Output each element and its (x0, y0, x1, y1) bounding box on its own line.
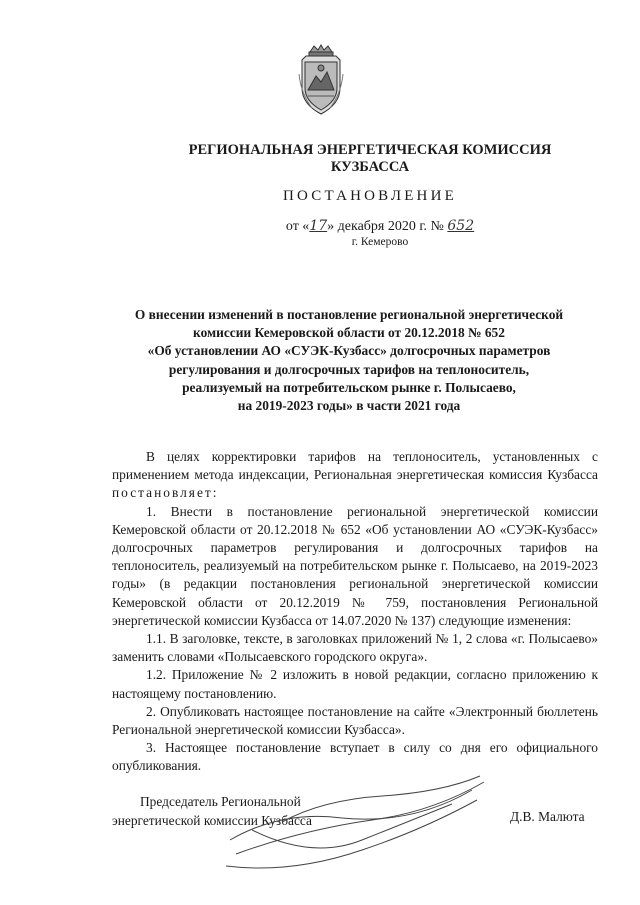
handwritten-signature (222, 770, 492, 880)
date-day: 17 (309, 218, 328, 234)
title-line: реализуемый на потребительском рынке г. Полысаево, (182, 379, 516, 395)
signatory-name: Д.В. Малюта (510, 809, 585, 824)
document-body (112, 448, 598, 776)
paragraph-1-2: 1.2. Приложение № 2 изложить в новой редакции, согласно приложению к настоящему постановлению. (112, 667, 598, 701)
organization-name: РЕГИОНАЛЬНАЯ ЭНЕРГЕТИЧЕСКАЯ КОМИССИЯ (188, 142, 552, 158)
title-line: О внесении изменений в постановление региональной энергетической (134, 307, 564, 322)
position-line: Председатель Региональной (140, 794, 301, 809)
title-line: регулирования и долгосрочных тарифов на теплоноситель, (168, 361, 530, 377)
intro-paragraph (112, 448, 598, 503)
title-line: на 2019-2023 годы» в части 2021 года (237, 398, 461, 414)
date-prefix: от « (285, 219, 310, 234)
title-line: «Об установлении АО «СУЭК-Кузбасс» долгосрочных параметров (147, 343, 551, 359)
coat-of-arms-icon (298, 44, 344, 118)
document-type: ПОСТАНОВЛЕНИЕ (283, 188, 457, 204)
position-line: энергетической комиссии Кузбасса (112, 813, 312, 828)
intro-text: В целях корректировки тарифов на теплоноситель, установленных с применением метода индексации, Региональная энергетическая комиссия Кузбасса (112, 449, 598, 483)
title-line: комиссии Кемеровской области от 20.12.2018 № 652 (193, 325, 505, 341)
document-number: 652 (447, 218, 475, 234)
organization-region: КУЗБАССА (330, 159, 410, 175)
date-month-year: » декабря 2020 г. № (327, 219, 448, 234)
date-line (240, 218, 520, 235)
paragraph-2: 2. Опубликовать настоящее постановление на сайте «Электронный бюллетень Региональной энергетической комиссии Кузбасса». (112, 703, 598, 738)
paragraph-1: 1. Внести в постановление региональной энергетической комиссии Кемеровской области от 20.12.2018 № 652 «Об установлении АО «СУЭК-Кузбасс» долгосрочных параметров регулирования и долгосрочных тарифов на теплоноситель, реализуемый на потребительском рынке г. Полысаево, на 2019-2023 годы» (в редакции постановления региональной энергетической комиссии Кемеровской области от 20.12.2019 № 759, постановления Региональной энергетической комиссии Кузбасса от 14.07.2020 № 137) следующие изменения: (112, 503, 598, 628)
paragraph-3: 3. Настоящее постановление вступает в силу со дня его официального опубликования. (112, 740, 598, 774)
intro-verb: постановляет: (112, 485, 219, 501)
document-title (104, 306, 594, 415)
paragraph-1-1: 1.1. В заголовке, тексте, в заголовках приложений № 1, 2 слова «г. Полысаево» заменить словами «Полысаевского городского округа». (112, 631, 598, 665)
city: г. Кемерово (351, 236, 409, 248)
